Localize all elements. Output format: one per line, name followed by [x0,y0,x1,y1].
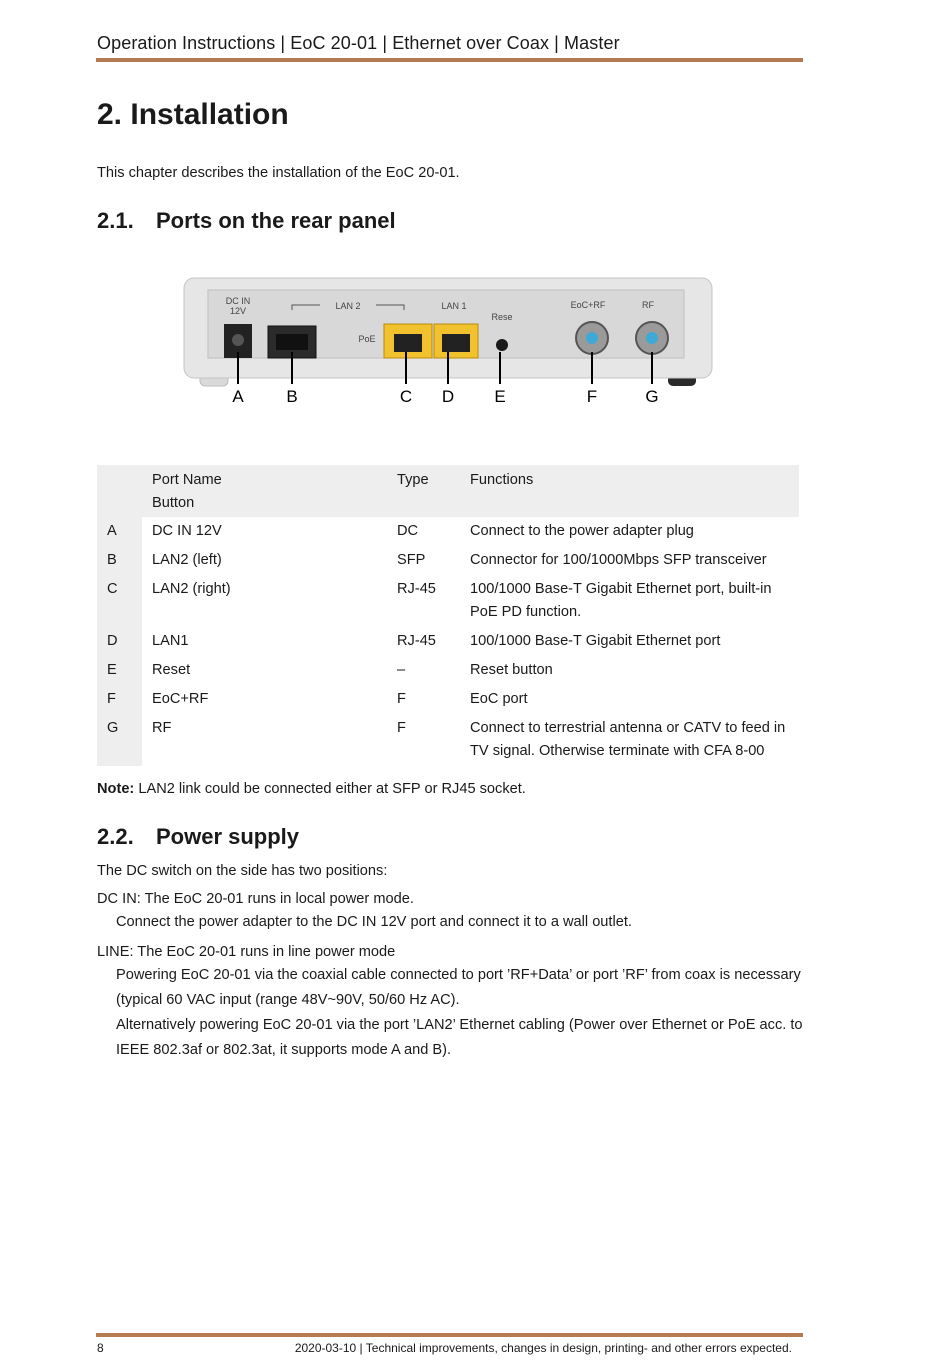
table-row [97,714,799,766]
footer-disclaimer: 2020-03-10 | Technical improvements, changes in design, printing- and other errors expected. [294,1341,792,1355]
label-12v: 12V [229,306,247,316]
section-number: 2.2. [97,824,134,849]
chapter-title: 2. Installation [97,98,289,131]
row-type: F [397,691,406,707]
row-letter: G [97,714,142,766]
chapter-intro: This chapter describes the installation of the EoC 20-01. [97,165,460,181]
label-poe: PoE [358,334,376,344]
row-letter: F [97,685,142,714]
power-line-detail-2b: IEEE 802.3af or 802.3at, it supports mode A and B). [116,1042,452,1058]
row-functions: EoC port [470,691,528,707]
power-line-detail-1b: (typical 60 VAC input (range 48V~90V, 50/60 Hz AC). [116,992,460,1008]
row-functions: 100/1000 Base-T Gigabit Ethernet port [470,633,721,649]
table-row [97,685,799,714]
footer-rule [96,1333,803,1337]
row-type: SFP [397,552,426,568]
section-title: Ports on the rear panel [156,208,396,233]
row-letter: C [97,575,142,627]
table-header-row [97,465,799,517]
table-row [97,546,799,575]
section-number: 2.1. [97,208,134,233]
row-port-name: LAN2 (right) [152,581,231,597]
header-port-name-line1: Port Name [152,472,222,488]
label-dc-in: DC IN [225,296,251,306]
row-port-name: LAN1 [152,633,189,649]
row-type: – [397,662,406,678]
port-rj45-lan1-socket [442,334,470,352]
row-functions: Connect to terrestrial antenna or CATV to feed in TV signal. Otherwise terminate with CFA 8-00 [470,720,786,759]
row-functions: Connect to the power adapter plug [470,523,694,539]
power-dc-in-detail: Connect the power adapter to the DC IN 12V port and connect it to a wall outlet. [116,914,632,930]
callout-f: F [586,387,598,406]
row-type: F [397,720,406,736]
callout-c: C [399,387,413,406]
header-port-name-line2: Button [152,495,195,511]
header-functions: Functions [470,465,799,517]
section-heading-ports [97,208,396,234]
row-functions: Reset button [470,662,553,678]
header-rule [96,58,803,62]
callout-d: D [441,387,455,406]
table-row [97,627,799,656]
section-heading-power [97,824,299,850]
power-intro: The DC switch on the side has two positions: [97,863,388,879]
row-port-name: DC IN 12V [152,523,222,539]
power-line: LINE: The EoC 20-01 runs in line power mode [97,944,396,960]
callout-a: A [232,387,244,406]
header-type: Type [397,465,470,517]
port-rj45-lan2-socket [394,334,422,352]
callout-e: E [494,387,506,406]
coax-eoc-rf-center [586,332,598,344]
rear-panel-figure [180,272,720,412]
port-dc-in-hole [232,334,244,346]
callout-b: B [286,387,298,406]
label-lan2: LAN 2 [335,301,361,311]
row-functions: Connector for 100/1000Mbps SFP transceiver [470,552,767,568]
row-port-name: Reset [152,662,191,678]
label-reset: Rese [491,312,513,322]
power-line-detail-1a: Powering EoC 20-01 via the coaxial cable connected to port ’RF+Data’ or port ’RF’ from coax is necessary [116,967,801,983]
section-title: Power supply [156,824,300,849]
row-letter: D [97,627,142,656]
row-port-name: RF [152,720,172,736]
page-number: 8 [97,1341,104,1355]
row-letter: A [97,517,142,546]
row-functions: 100/1000 Base-T Gigabit Ethernet port, built-in PoE PD function. [470,581,772,620]
row-type: RJ-45 [397,581,436,597]
power-line-detail-2a: Alternatively powering EoC 20-01 via the port ’LAN2’ Ethernet cabling (Power over Ethernet or PoE acc. to [116,1017,803,1033]
note-label: Note: [97,781,135,797]
coax-rf-center [646,332,658,344]
table-row [97,517,799,546]
table-row [97,575,799,627]
running-header: Operation Instructions | EoC 20-01 | Ethernet over Coax | Master [97,33,620,53]
port-sfp-slot [276,334,308,350]
callout-g: G [645,387,659,406]
row-type: RJ-45 [397,633,436,649]
header-letter-cell [97,465,142,517]
label-rf: RF [642,300,654,310]
note-text: LAN2 link could be connected either at SFP or RJ45 socket. [134,781,526,797]
header-port-name [142,465,397,517]
label-eoc-rf: EoC+RF [570,300,606,310]
note [97,781,526,797]
power-dc-in: DC IN: The EoC 20-01 runs in local power mode. [97,891,414,907]
row-port-name: EoC+RF [152,691,209,707]
row-letter: E [97,656,142,685]
reset-hole [496,339,508,351]
row-letter: B [97,546,142,575]
ports-table [97,465,799,766]
table-row [97,656,799,685]
label-lan1: LAN 1 [441,301,467,311]
row-type: DC [397,523,419,539]
row-port-name: LAN2 (left) [152,552,222,568]
